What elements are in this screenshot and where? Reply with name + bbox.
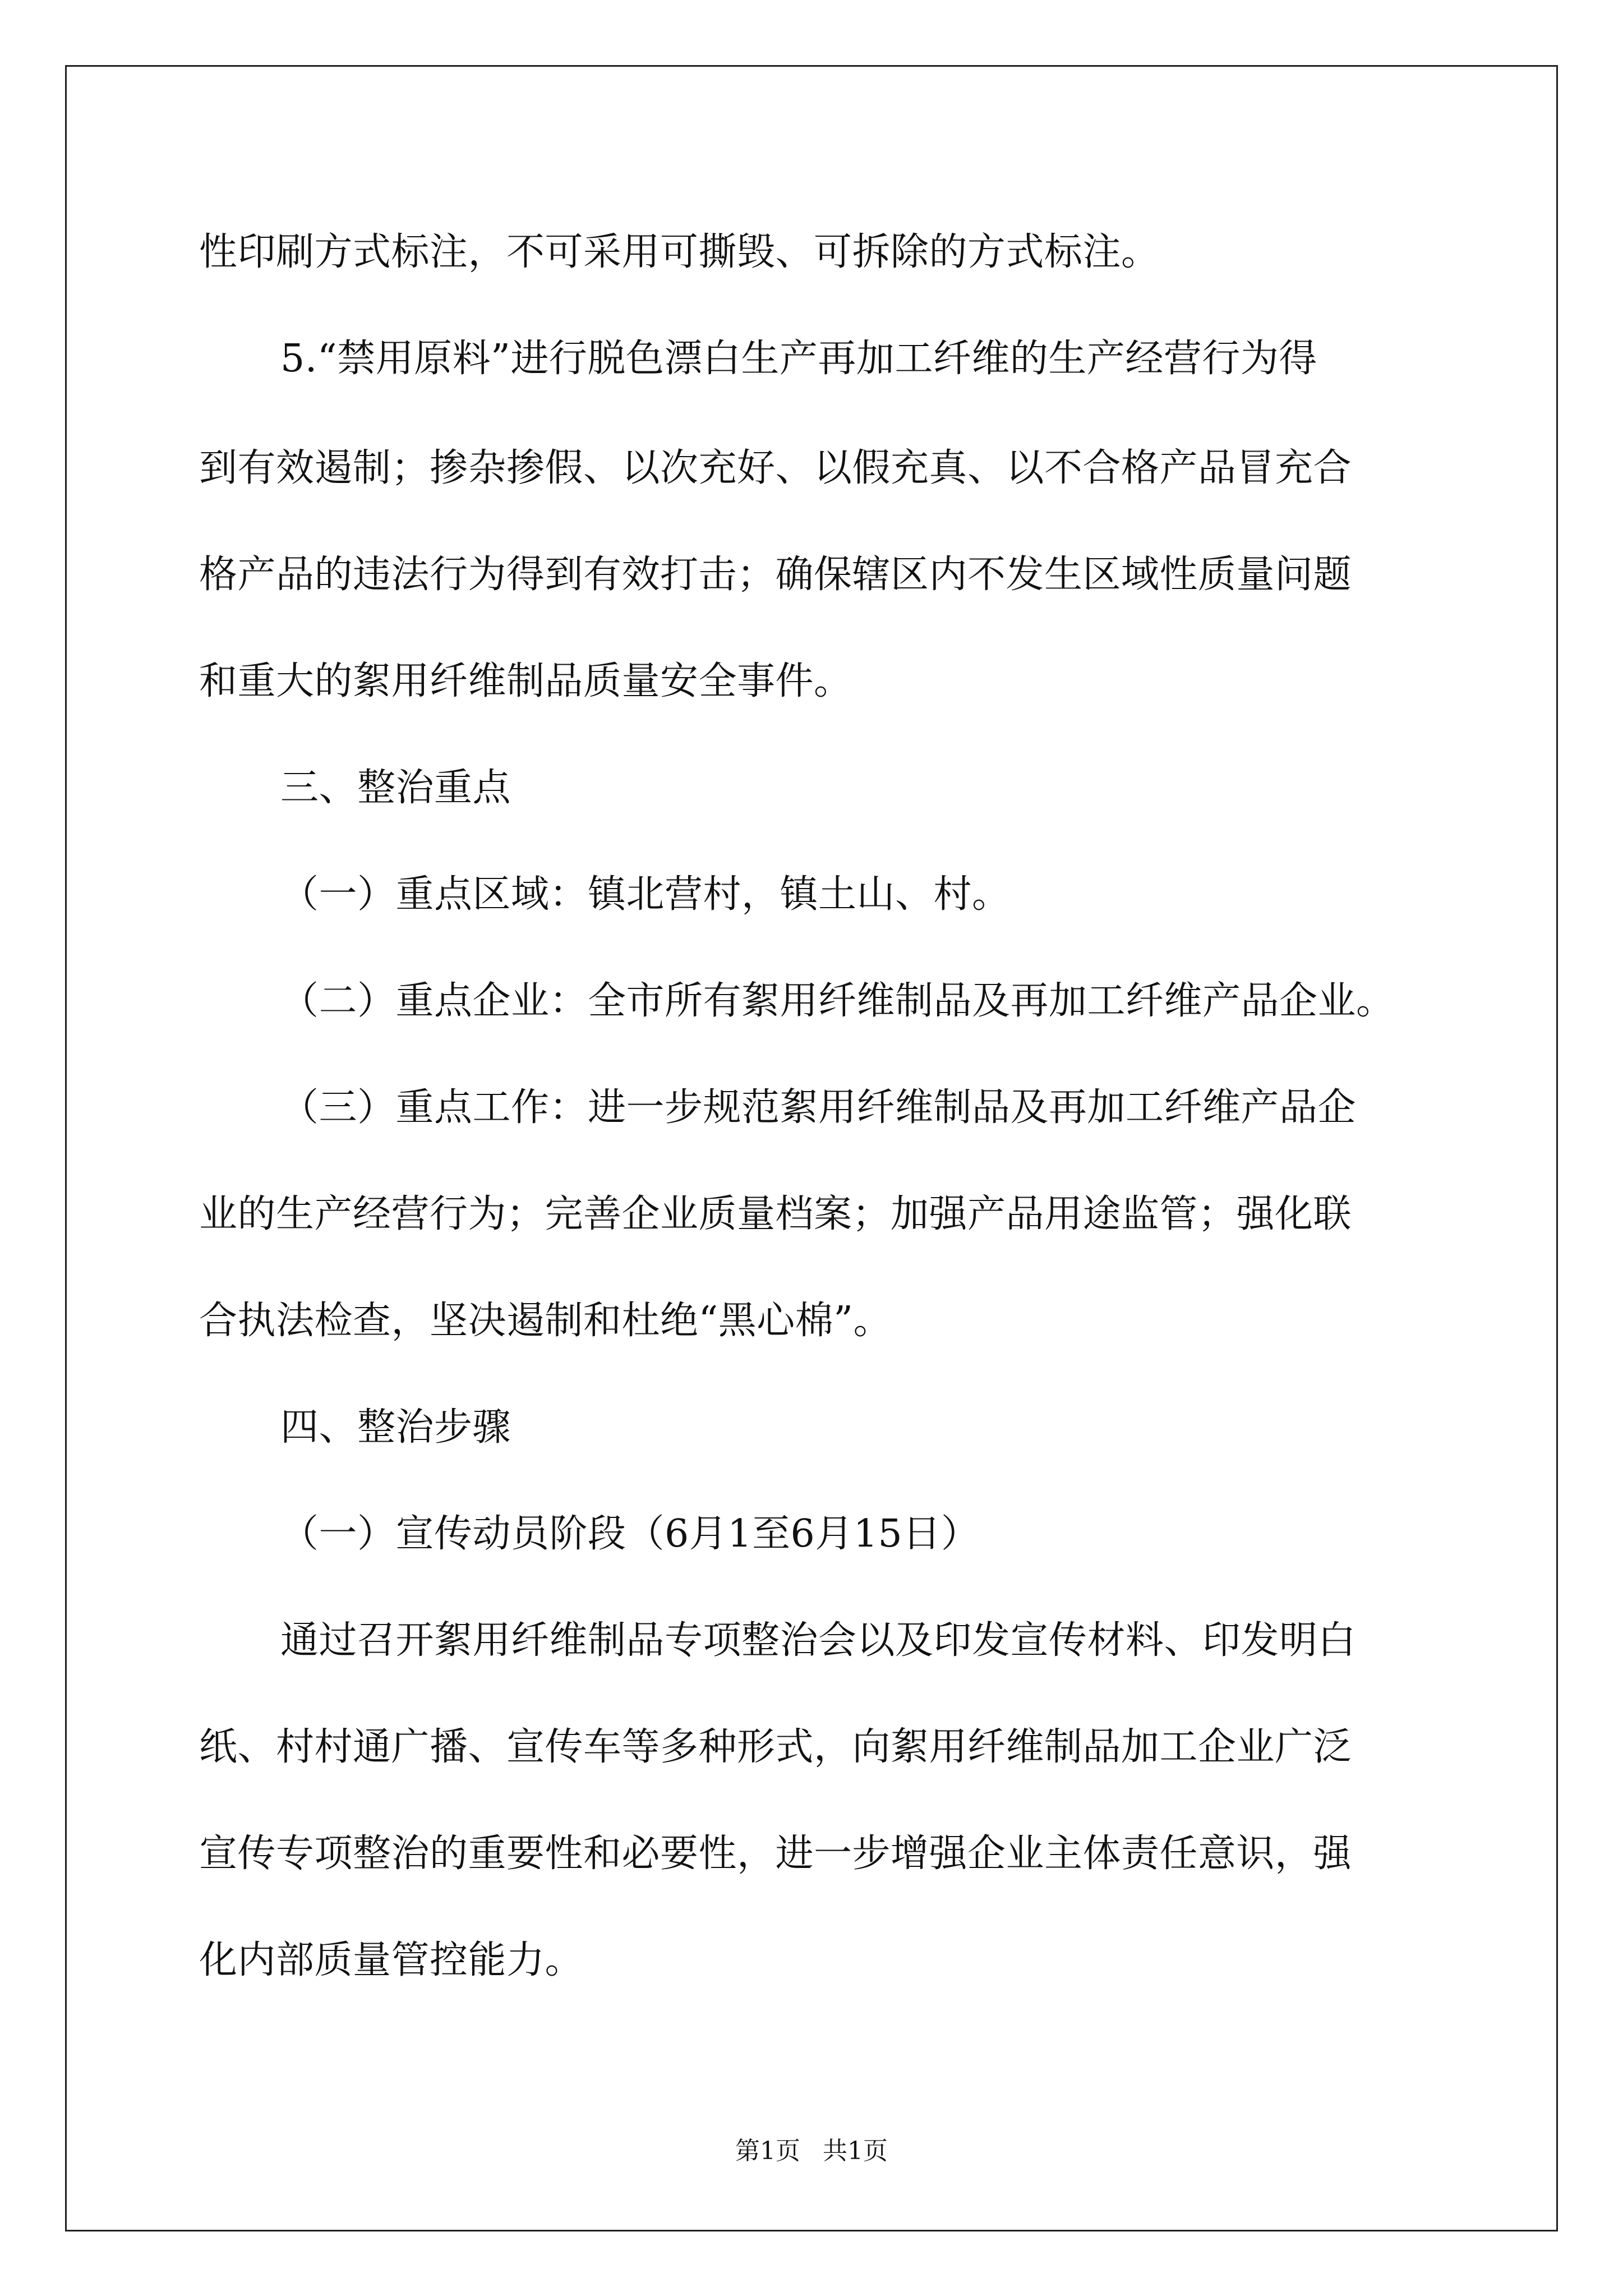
section-heading: 三、整治重点 (280, 766, 511, 810)
text-line: 化内部质量管控能力。 (199, 1938, 584, 1982)
text-line: （一）重点区域：镇北营村，镇土山、村。 (280, 872, 1011, 917)
text-line: （三）重点工作：进一步规范絮用纤维制品及再加工纤维产品企 (280, 1085, 1357, 1130)
page-frame (65, 65, 1558, 2231)
text-line: （二）重点企业：全市所有絮用纤维制品及再加工纤维产品企业。 (280, 979, 1395, 1023)
text-line: 和重大的絮用纤维制品质量安全事件。 (199, 659, 852, 703)
section-heading: 四、整治步骤 (280, 1405, 511, 1450)
text-line: 宣传专项整治的重要性和必要性，进一步增强企业主体责任意识，强 (199, 1832, 1352, 1876)
text-line: 纸、村村通广播、宣传车等多种形式，向絮用纤维制品加工企业广泛 (199, 1725, 1352, 1769)
text-line: 合执法检查，坚决遏制和杜绝“黑心棉”。 (199, 1299, 892, 1343)
text-line: 性印刷方式标注，不可采用可撕毁、可拆除的方式标注。 (199, 230, 1160, 274)
text-line: 格产品的违法行为得到有效打击；确保辖区内不发生区域性质量问题 (199, 553, 1352, 597)
page-number-current: 第1页 (735, 2137, 800, 2165)
page-number-total: 共1页 (823, 2137, 888, 2165)
text-line: 到有效遏制；掺杂掺假、以次充好、以假充真、以不合格产品冒充合 (199, 446, 1352, 490)
subsection-heading: （一）宣传动员阶段（6月1至6月15日） (280, 1512, 980, 1556)
text-line: 5.“禁用原料”进行脱色漂白生产再加工纤维的生产经营行为得 (280, 337, 1317, 381)
text-line: 通过召开絮用纤维制品专项整治会以及印发宣传材料、印发明白 (280, 1618, 1357, 1663)
text-line: 业的生产经营行为；完善企业质量档案；加强产品用途监管；强化联 (199, 1192, 1352, 1236)
page-footer (0, 2137, 1623, 2165)
